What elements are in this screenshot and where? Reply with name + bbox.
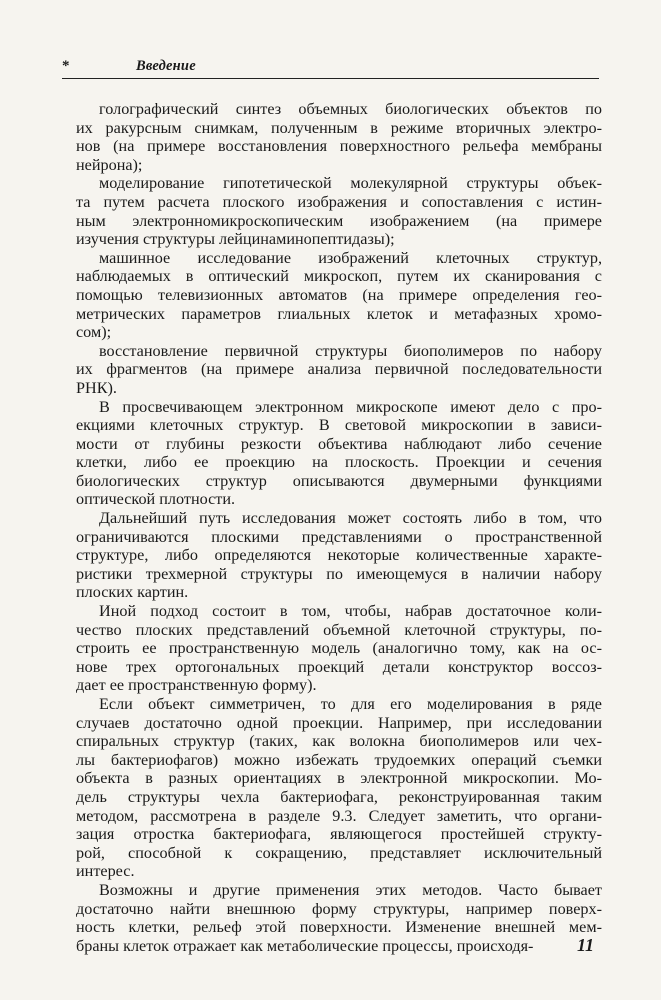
text-line: интерес. <box>76 862 135 881</box>
text-line: зация отростка бактериофага, являющегося простейшей структу- <box>76 825 602 844</box>
paragraph <box>76 881 602 955</box>
paragraph <box>76 174 602 248</box>
text-line: моделирование гипотетической молекулярной структуры объек- <box>99 174 602 193</box>
text-line: их ракурсным снимкам, полученным в режиме вторичных электро- <box>76 118 602 137</box>
chapter-title: Введение <box>136 58 196 74</box>
text-line: клетки, либо ее проекцию на плоскость. Проекции и сечения <box>76 453 602 472</box>
text-line: ограничиваются плоскими представлениями о пространственной <box>76 527 602 546</box>
paragraph <box>76 602 602 695</box>
text-line: Дальнейший путь исследования может состоять либо в том, что <box>99 509 602 528</box>
body-text <box>76 100 602 955</box>
text-line: ным электронномикроскопическим изображением (на примере <box>76 211 602 230</box>
text-line: голографический синтез объемных биологических объектов по <box>99 100 602 118</box>
text-line: РНК). <box>76 378 117 397</box>
text-line: спиральных структур (таких, как волокна биополимеров или чех- <box>76 732 602 751</box>
text-line: дает ее пространственную форму). <box>76 676 317 695</box>
text-line: браны клеток отражает как метаболические процессы, происходя- <box>76 936 534 955</box>
text-line: помощью телевизионных автоматов (на примере определения гео- <box>76 285 602 304</box>
paragraph <box>76 695 602 881</box>
text-line: дель структуры чехла бактериофага, реконструированная таким <box>76 787 602 806</box>
text-line: нов (на примере восстановления поверхностного рельефа мембраны <box>76 137 602 156</box>
text-line: достаточно найти внешнюю форму структуры, например поверх- <box>76 899 602 918</box>
text-line: сом); <box>76 323 112 342</box>
text-line: ность клетки, рельеф этой поверхности. Изменение внешней мем- <box>76 918 602 937</box>
paragraph <box>76 398 602 510</box>
text-line: екциями клеточных структур. В световой микроскопии в зависи- <box>76 416 602 435</box>
text-line: рой, способной к сокращению, представляет исключительный <box>76 843 602 862</box>
paragraph <box>76 249 602 342</box>
text-line: объекта в разных ориентациях в электронной микроскопии. Мо- <box>76 769 602 788</box>
text-line: структуре, либо определяются некоторые количественные характе- <box>76 546 602 565</box>
header-mark: * <box>62 58 70 74</box>
text-line: мости от глубины резкости объектива наблюдают либо сечение <box>76 434 602 453</box>
text-line: Если объект симметричен, то для его моделирования в ряде <box>99 695 602 713</box>
text-line: Возможны и другие применения этих методов. Часто бывает <box>99 880 602 899</box>
text-line: оптической плотности. <box>76 490 236 509</box>
text-line: плоских картин. <box>76 583 189 602</box>
text-line: чество плоских представлений объемной клеточной структуры, по- <box>76 620 602 639</box>
text-line: нейрона); <box>76 155 143 174</box>
page-number: 11 <box>577 935 595 955</box>
text-line: строить ее пространственную модель (аналогично тому, как на ос- <box>76 639 602 658</box>
paragraph <box>76 342 602 398</box>
text-line: биологических структур описываются двумерными функциями <box>76 471 602 490</box>
text-line: наблюдаемых в оптический микроскоп, путем их сканирования с <box>76 267 602 286</box>
text-line: методом, рассмотрена в разделе 9.3. Следует заметить, что органи- <box>76 806 602 825</box>
text-line: их фрагментов (на примере анализа первичной последовательности <box>76 360 602 379</box>
text-line: машинное исследование изображений клеточных структур, <box>99 248 602 267</box>
text-line: нове трех ортогональных проекций детали конструктор воссоз- <box>76 657 602 676</box>
paragraph <box>76 100 602 174</box>
text-line: метрических параметров глиальных клеток и метафазных хромо- <box>76 304 602 323</box>
text-line: В просвечивающем электронном микроскопе имеют дело с про- <box>99 397 602 416</box>
text-line: случаев достаточно одной проекции. Например, при исследовании <box>76 713 602 732</box>
text-line: восстановление первичной структуры биополимеров по набору <box>99 341 602 360</box>
text-line: та путем расчета плоского изображения и сопоставления с истин- <box>76 192 602 211</box>
text-line: изучения структуры лейцинаминопептидазы); <box>76 230 395 249</box>
running-header <box>62 56 599 79</box>
text-line: ристики трехмерной структуры по имеющемуся в наличии набору <box>76 564 602 583</box>
text-line: лы бактериофагов) можно избежать трудоемких операций съемки <box>76 750 602 769</box>
paragraph <box>76 509 602 602</box>
text-line: Иной подход состоит в том, чтобы, набрав достаточное коли- <box>99 602 602 621</box>
